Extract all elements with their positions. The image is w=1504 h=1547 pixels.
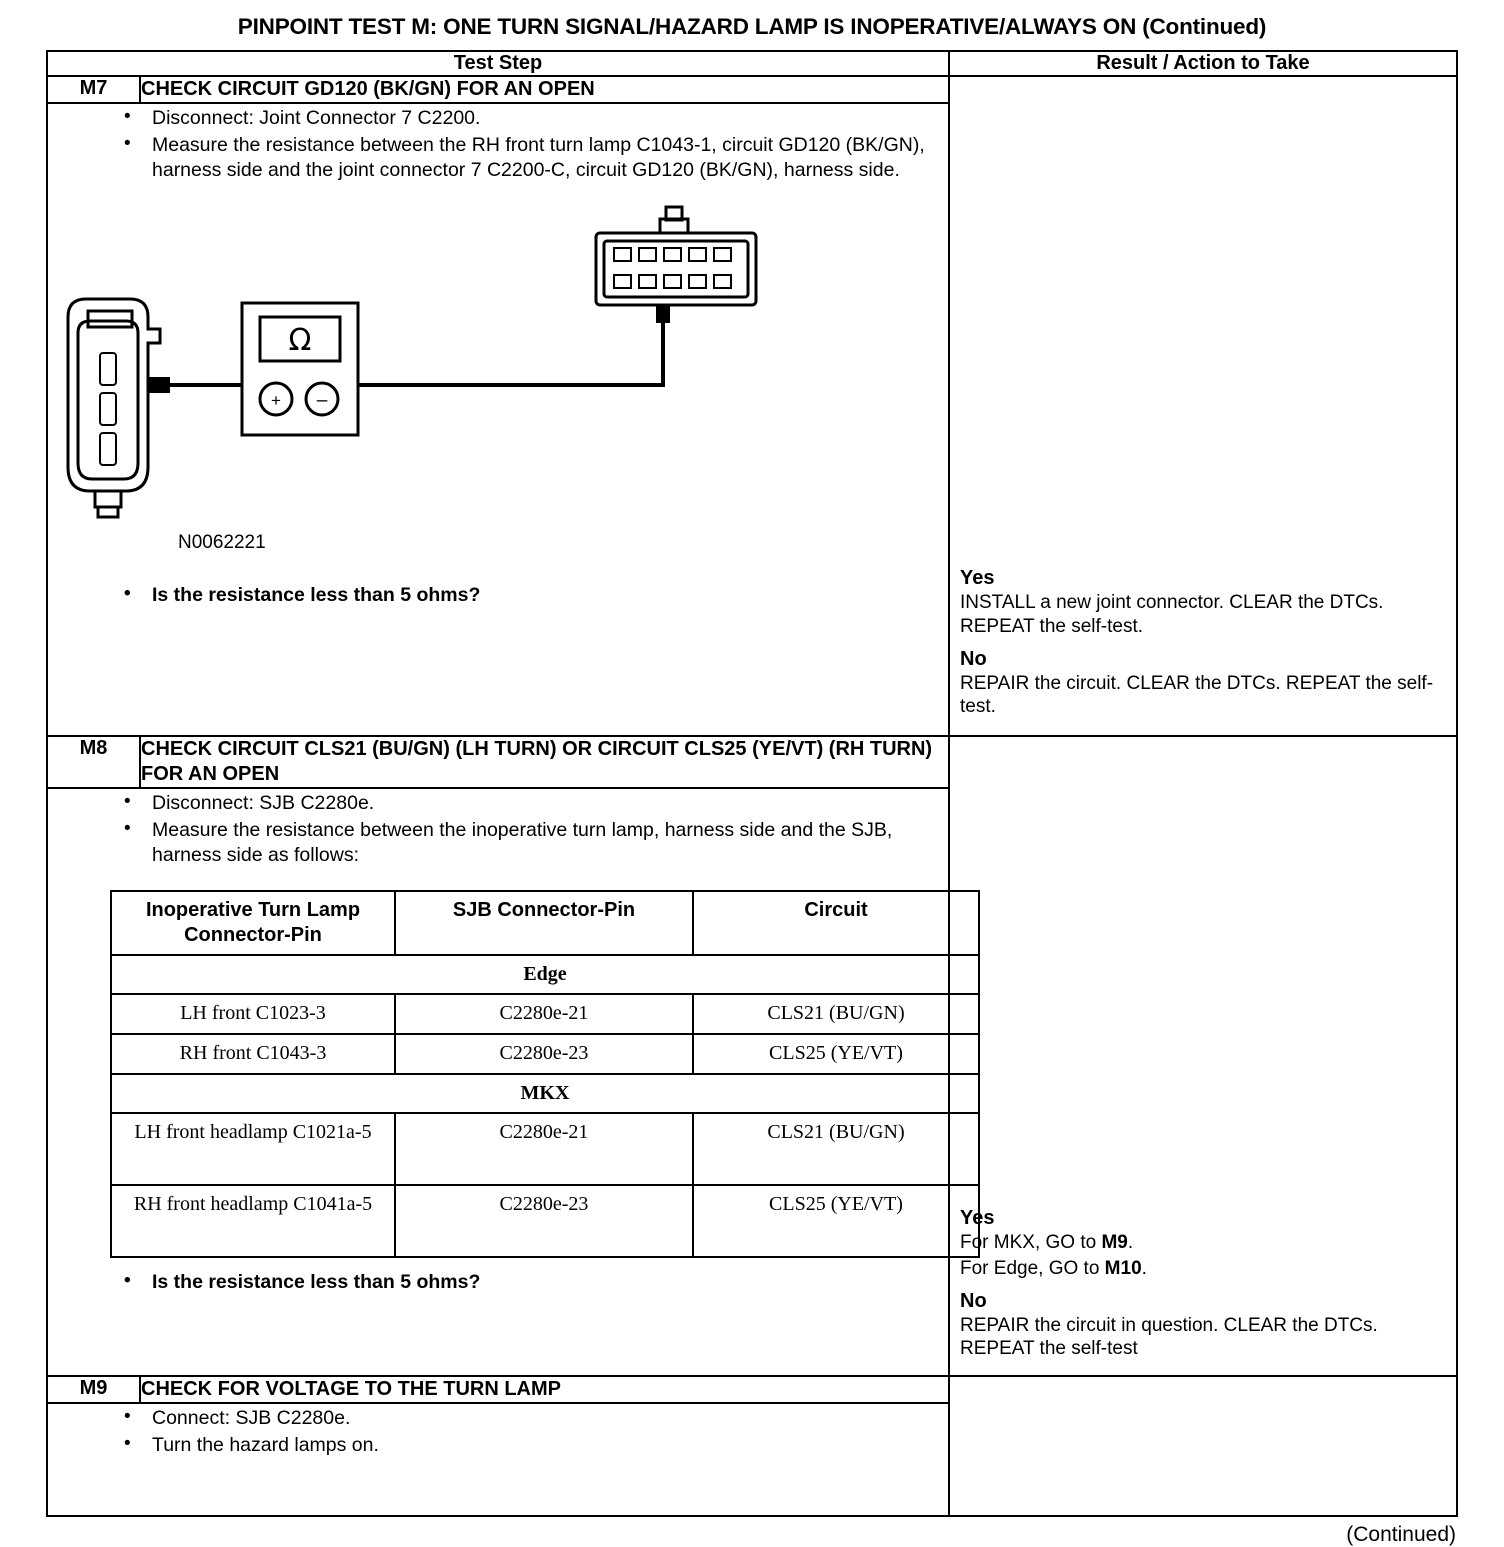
group-label-edge: Edge [111,955,979,995]
step-body-m9 [48,1403,948,1499]
step-bullets-m9 [48,1406,948,1458]
result-no-label-m8: No [960,1289,987,1312]
wiring-test-figure [48,195,948,567]
figure-id-label: N0062221 [178,531,266,553]
yes-line1-post: . [1127,1232,1134,1253]
table-row-m7 [47,76,1457,736]
cell-circuit: CLS25 (YE/VT) [693,1185,979,1257]
step-id-m9: M9 [48,1377,140,1403]
step-id-m8: M8 [48,737,140,788]
col-header-sjb-connector: SJB Connector-Pin [395,891,693,955]
question-text: • Is the resistance less than 5 ohms? [152,583,948,608]
step-body-m7 [48,103,948,610]
question-text: • Is the resistance less than 5 ohms? [152,1270,948,1295]
connector-table-header-row [111,891,979,955]
cell-sjb-connector: C2280e-21 [395,1113,693,1185]
cell-sjb-connector: C2280e-23 [395,1034,693,1074]
cell-circuit: CLS21 (BU/GN) [693,994,979,1034]
bullet: • Disconnect: Joint Connector 7 C2200. [152,106,948,131]
continued-footer: (Continued) [1346,1523,1456,1546]
ohm-symbol: Ω [288,322,312,358]
step-bullets-m7 [48,106,948,183]
bullet: • Measure the resistance between the RH front turn lamp C1043-1, circuit GD120 (BK/GN), harness side and the joint connector 7 C2200-C, circuit GD120 (BK/GN), harness side. [152,133,948,183]
result-cell-m7 [949,76,1457,736]
step-question-m7 [48,583,948,608]
meter-plus-terminal: + [271,390,281,410]
step-id-m7: M7 [48,77,140,103]
table-group-row [111,1074,979,1114]
result-no-text-m7: REPAIR the circuit. CLEAR the DTCs. REPEAT the self-test. [960,672,1434,718]
table-row [111,1185,979,1257]
result-cell-m9 [949,1376,1457,1516]
table-group-row [111,955,979,995]
yes-line2-post: . [1141,1257,1147,1279]
col-header-circuit: Circuit [693,891,979,955]
step-question-m8 [48,1270,948,1295]
pinpoint-test-table [46,50,1458,1517]
header-result-action: Result / Action to Take [949,51,1457,76]
result-no-label-m7: No [960,647,987,670]
table-row [111,1113,979,1185]
cell-circuit: CLS25 (YE/VT) [693,1034,979,1074]
table-header-row [47,51,1457,76]
step-title-m8: CHECK CIRCUIT CLS21 (BU/GN) (LH TURN) OR CIRCUIT CLS25 (YE/VT) (RH TURN) FOR AN OPEN [140,737,948,788]
cell-sjb-connector: C2280e-23 [395,1185,693,1257]
cell-sjb-connector: C2280e-21 [395,994,693,1034]
yes-line2-ref: M10 [1104,1257,1142,1279]
yes-line2-pre: For Edge, GO to [960,1257,1105,1279]
cell-lamp-connector: RH front headlamp C1041a-5 [111,1185,395,1257]
step-bullets-m8 [48,791,948,868]
col-header-lamp-connector: Inoperative Turn Lamp Connector-Pin [111,891,395,955]
yes-line1-ref: M9 [1101,1232,1128,1253]
result-yes-line2-m8 [960,1257,1448,1281]
group-label-mkx: MKX [111,1074,979,1114]
table-row [111,1034,979,1074]
result-cell-m8 [949,736,1457,1376]
header-test-step: Test Step [47,51,949,76]
bullet: • Disconnect: SJB C2280e. [152,791,948,816]
table-row [111,994,979,1034]
step-title-m9: CHECK FOR VOLTAGE TO THE TURN LAMP [140,1377,948,1403]
cell-circuit: CLS21 (BU/GN) [693,1113,979,1185]
meter-minus-terminal: – [316,389,328,411]
yes-line1-pre: For MKX, GO to [960,1232,1102,1253]
step-title-m7: CHECK CIRCUIT GD120 (BK/GN) FOR AN OPEN [140,77,948,103]
table-row-m9 [47,1376,1457,1516]
connector-pin-table [110,890,980,1258]
cell-lamp-connector: LH front headlamp C1021a-5 [111,1113,395,1185]
bullet: • Measure the resistance between the inoperative turn lamp, harness side and the SJB, harness side as follows: [152,818,948,868]
result-no-text-m8: REPAIR the circuit in question. CLEAR the DTCs. REPEAT the self-test [960,1314,1378,1360]
result-yes-label-m7: Yes [960,567,995,589]
result-yes-text-m7: INSTALL a new joint connector. CLEAR the DTCs. REPEAT the self-test. [960,592,1384,637]
bullet: • Connect: SJB C2280e. [152,1406,948,1431]
resistance-measurement-diagram [48,195,868,567]
cell-lamp-connector: RH front C1043-3 [111,1034,395,1074]
result-yes-label-m8: Yes [960,1207,995,1229]
table-row-m8 [47,736,1457,1376]
step-body-m8 [48,788,948,1297]
bullet: • Turn the hazard lamps on. [152,1433,948,1458]
cell-lamp-connector: LH front C1023-3 [111,994,395,1034]
page-title: PINPOINT TEST M: ONE TURN SIGNAL/HAZARD LAMP IS INOPERATIVE/ALWAYS ON (Continued) [237,14,1267,39]
result-yes-line1-m8 [960,1231,1448,1255]
